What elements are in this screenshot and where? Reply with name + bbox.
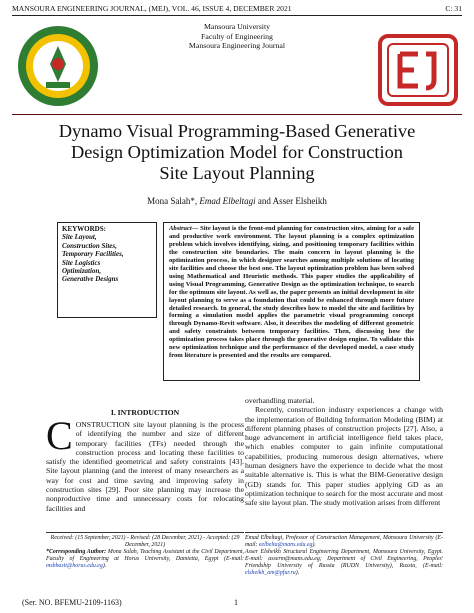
abstract-text: Site layout is the front-end planning for construction sites, aiming for a safe and productive work environment. The layout planning is a complex optimization problem which involves identifying, sizing, and positioning temporary facilities within the construction site boundaries. The main concern in layout planning is the optimization process, in which designer searches among multiple solutions of locating site facilities and choose the best one. The layout optimization problem has been solved using Mathematical and Heuristic methods. This paper studies the applicability of using Visual Programming, Generative Design as the optimization technique, to search for the optimum site layout. As well as, the paper presents an initial development in site layout planning to serve as a foundation that could be enhanced through more future detailed research. In general, the study describes how to model the site and facilities by forming a simulation model applies the parametric visual programming concept through Dynamo-Revit software. Also, it describes the modeling of different geometric and safety constraints between temporary facilities. Then, discussing how the optimization process takes place through the generative design engine. To validate this new optimization technique and the performance of the developed model, a case study from literature is presented and the results are compared. — [169, 225, 414, 360]
asser-email-link[interactable]: elsheikh_am@pfur.ru — [245, 570, 296, 577]
abstract-box — [163, 222, 420, 381]
masthead — [12, 20, 462, 114]
received-dates: Received: (15 September, 2021) - Revised: (28 December, 2021) - Accepted: (29 December, 2021) — [50, 535, 240, 549]
right-column — [245, 396, 443, 508]
paper-title — [12, 121, 462, 184]
author-second: Emad Elbeltagi — [199, 196, 256, 206]
footnote-left — [46, 535, 244, 570]
emad-end: ). — [312, 542, 316, 549]
section-heading: I. INTRODUCTION — [110, 408, 180, 417]
journal-citation: MANSOURA ENGINEERING JOURNAL, (MEJ), VOL. 46, ISSUE 4, DECEMBER 2021 — [12, 4, 292, 13]
journal-name: Mansoura Engineering Journal — [188, 41, 286, 51]
journal-logo — [378, 34, 458, 106]
corresponding-end: ). — [102, 563, 107, 570]
corresponding-text: Mona Salah, Teaching Assistant at the Civil Department, Faculty of Engineering at Horus University, Damietta, Egypt (E-mail: — [46, 549, 245, 563]
keyword-item: Site Logistics — [62, 258, 101, 267]
page-code: C: 31 — [445, 4, 462, 13]
keyword-item: Temporary Facilities, — [62, 250, 124, 259]
asser-text: Asser Elsheikh Structural Engineering Department, Mansoura University, Egypt. E-mail: asserm@mans.edu.eg; Department of Civil Engineering, Peoples' Friendship University of Russia (RUDN University), Russia, (E-mail: — [245, 549, 443, 570]
drop-cap: C — [46, 413, 73, 458]
paragraph: Recently, construction industry experiences a change with the implementation of Building Information Modeling (BIM) at different planning phases of construction projects [27]. Also, a huge advancement in artificial intelligence field takes place, which enables computer to gain infinite computational capabilities, producing numerous design alternatives, where human designers have the experience to decide what the most suitable alternative is. This is what the BIM-Generative design (GD) stands for. This paper studies applying GD as an optimization technique to search for the most accurate and most safe site layout plan. The study motivation arises from different — [245, 405, 443, 508]
footnote-rule — [46, 532, 244, 533]
title-line: Site Layout Planning — [159, 163, 315, 183]
corresponding-author-note — [46, 549, 244, 569]
emad-email-link[interactable]: eelbelta@mans.edu.eg — [258, 542, 313, 549]
keyword-item: Construction Sites, — [62, 241, 117, 250]
abstract-label: Abstract— — [169, 225, 199, 232]
authors — [12, 196, 462, 206]
author-note-emad — [245, 535, 443, 549]
keywords-box — [57, 222, 157, 318]
title-line: Design Optimization Model for Construction — [70, 142, 403, 162]
faculty-name: Faculty of Engineering — [201, 31, 273, 41]
keyword-item: Generative Designs — [62, 275, 119, 284]
asser-end: ). — [295, 570, 300, 577]
intro-text: ONSTRUCTION site layout planning is the process of identifying the number and size of different temporary facilities (TFs) needed through the construction process and locating these facilities to satisfy the identified geometrical and safety constraints [43]. Site layout planning (and the interest of many researchers as a way for cost and time saving and improving safety in construction sites [29]. Poor site planning may increase the nonproductive time and unnecessary costs for relocating facilities and — [46, 420, 244, 513]
serial-number: (Ser. NO. BFEMU-2109-1163) — [22, 598, 122, 607]
author-note-asser — [245, 549, 443, 577]
footnote-rule — [245, 532, 443, 533]
keyword-item: Optimization, — [62, 267, 102, 276]
corresponding-email-link[interactable]: msbbasit@horus.edu.eg — [46, 563, 103, 570]
masthead-rule — [12, 114, 462, 115]
university-name: Mansoura University — [203, 22, 271, 31]
header-rule — [12, 15, 462, 16]
author-third: and Asser Elsheikh — [255, 196, 327, 206]
running-header — [12, 4, 462, 13]
page-number: 1 — [234, 598, 238, 607]
corresponding-label: *Corresponding Author: — [46, 549, 107, 556]
paragraph: overhandling material. — [245, 396, 315, 405]
intro-paragraph — [46, 413, 244, 513]
author-first: Mona Salah*, — [147, 196, 200, 206]
footnote-right — [245, 535, 443, 578]
emad-text: Emad Elbeltagi, Professor of Construction Management, Mansoura University (E-mail: — [245, 535, 443, 549]
title-line: Dynamo Visual Programming-Based Generative — [58, 121, 416, 141]
keywords-label: KEYWORDS: — [62, 225, 106, 233]
keyword-item: Site Layout, — [62, 233, 97, 242]
